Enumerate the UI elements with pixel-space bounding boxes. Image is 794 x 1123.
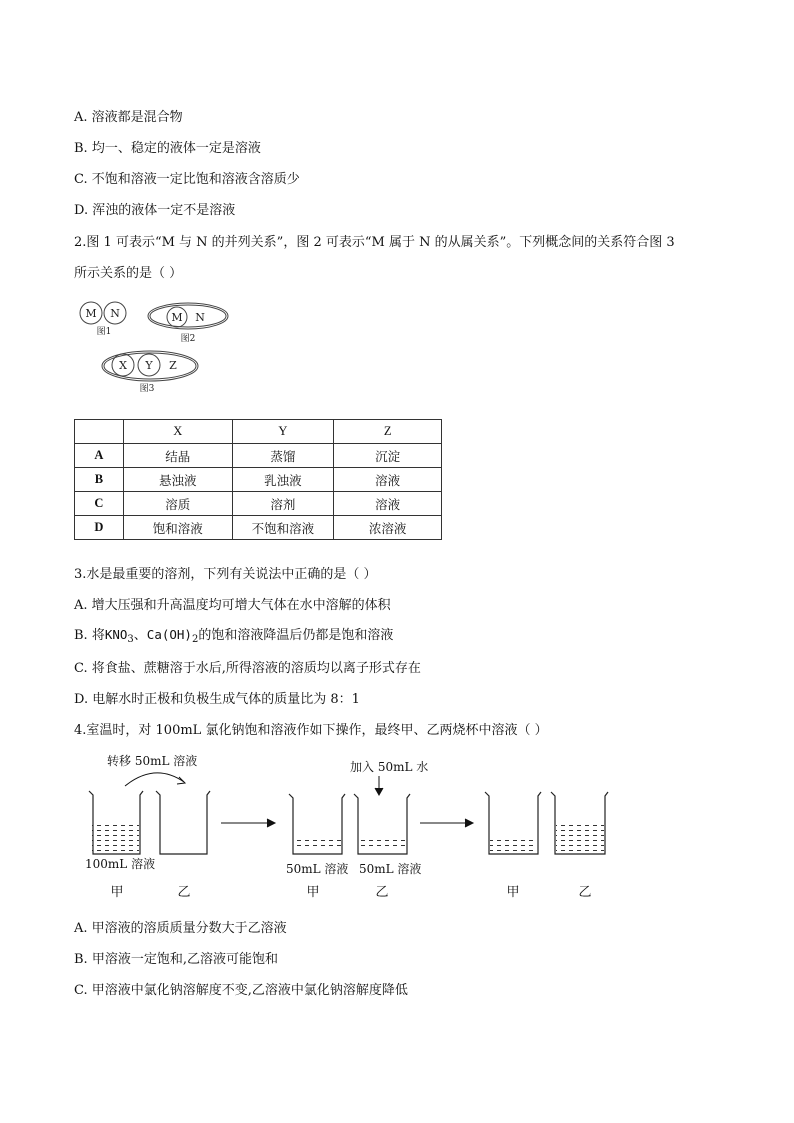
beaker-experiment-figure — [80, 748, 620, 903]
fig3-label-x: X — [119, 359, 127, 372]
formula-caoh2: Ca(OH) — [146, 627, 192, 642]
table-cell: 溶液 — [334, 468, 442, 492]
fig2-caption: 图2 — [180, 334, 196, 344]
q4-option-c: C. 甲溶液中氯化钠溶解度不变,乙溶液中氯化钠溶解度降低 — [74, 983, 408, 998]
beaker-yi-label-2: 乙 — [375, 885, 389, 900]
step-arrow-1-head — [267, 819, 275, 827]
q3-stem: 3.水是最重要的溶剂，下列有关说法中正确的是（ ） — [74, 567, 377, 582]
q3-option-d: D. 电解水时正极和负极生成气体的质量比为 8：1 — [74, 692, 360, 707]
beaker — [156, 791, 210, 854]
table-cell: C — [75, 492, 124, 516]
table-cell: 乳浊液 — [232, 468, 334, 492]
q2-stem-line1: 2.图 1 可表示“M 与 N 的并列关系”，图 2 可表示“M 属于 N 的从属关系”。下列概念间的关系符合图 3 — [74, 235, 675, 250]
beaker-jia-label-2: 甲 — [306, 885, 320, 900]
table-header-cell: Y — [232, 420, 334, 444]
beaker-yi-label-3: 乙 — [578, 885, 592, 900]
set-relation-figures — [74, 296, 244, 396]
vol50b-label: 50mL 溶液 — [359, 862, 422, 876]
table-row — [75, 492, 442, 516]
q4-stem: 4.室温时，对 100mL 氯化钠饱和溶液作如下操作，最终甲、乙两烧杯中溶液（ ） — [74, 723, 548, 738]
formula-subscript: 3 — [127, 634, 134, 645]
q1-option-c: C. 不饱和溶液一定比饱和溶液含溶质少 — [74, 172, 300, 187]
beaker-liquid — [92, 821, 139, 851]
beaker-jia-label: 甲 — [110, 885, 124, 900]
transfer-arrow — [125, 773, 184, 786]
beaker-liquid — [359, 838, 406, 850]
beaker-liquid — [294, 838, 341, 850]
fig1-caption: 图1 — [96, 327, 112, 337]
table-row — [75, 444, 442, 468]
table-header-cell: Z — [334, 420, 442, 444]
q4-option-b: B. 甲溶液一定饱和,乙溶液可能饱和 — [74, 952, 278, 967]
fig1-label-m: M — [85, 307, 97, 320]
fig2-label-n: N — [195, 311, 205, 324]
q2-options-table — [74, 419, 442, 540]
formula-subscript: 2 — [191, 634, 199, 645]
table-cell: 浓溶液 — [334, 516, 442, 540]
q4-option-a: A. 甲溶液的溶质质量分数大于乙溶液 — [74, 921, 287, 936]
table-row — [75, 468, 442, 492]
add-water-arrowhead — [375, 788, 383, 795]
table-cell: 饱和溶液 — [123, 516, 232, 540]
q3-option-c: C. 将食盐、蔗糖溶于水后,所得溶液的溶质均以离子形式存在 — [74, 661, 421, 676]
table-header-cell — [75, 420, 124, 444]
q3-option-a: A. 增大压强和升高温度均可增大气体在水中溶解的体积 — [74, 598, 391, 613]
beaker-jia-label-3: 甲 — [506, 885, 520, 900]
beaker-liquid — [556, 824, 604, 851]
q1-option-a: A. 溶液都是混合物 — [74, 110, 183, 125]
beaker-yi-label: 乙 — [177, 885, 191, 900]
table-row — [75, 516, 442, 540]
fig1-label-n: N — [110, 307, 120, 320]
fig3-caption: 图3 — [139, 384, 155, 394]
q3-option-b-suffix: 的饱和溶液降温后仍都是饱和溶液 — [198, 628, 394, 643]
transfer-label: 转移 50mL 溶液 — [107, 754, 198, 768]
q3-option-b — [74, 624, 393, 645]
q3-option-b-separator: 、 — [133, 628, 147, 643]
fig2-ellipse-n-inner — [150, 305, 226, 327]
fig2-ellipse-n — [148, 303, 228, 329]
beaker-liquid — [490, 836, 537, 851]
table-cell: 溶液 — [334, 492, 442, 516]
table-cell: 蒸馏 — [232, 444, 334, 468]
add-water-label: 加入 50mL 水 — [350, 760, 429, 774]
table-cell: D — [75, 516, 124, 540]
table-cell: 不饱和溶液 — [232, 516, 334, 540]
table-cell: 悬浊液 — [123, 468, 232, 492]
q1-option-b: B. 均一、稳定的液体一定是溶液 — [74, 141, 261, 156]
fig3-label-z: Z — [169, 359, 177, 372]
step-arrow-2-head — [465, 819, 473, 827]
table-cell: A — [75, 444, 124, 468]
formula-kno3: KNO — [104, 627, 128, 642]
table-cell: 结晶 — [123, 444, 232, 468]
q3-option-b-prefix: B. 将 — [74, 628, 105, 643]
q1-option-d: D. 浑浊的液体一定不是溶液 — [74, 203, 236, 218]
fig3-label-y: Y — [145, 359, 153, 372]
q2-stem-line2: 所示关系的是（ ） — [74, 266, 183, 281]
table-cell: 溶剂 — [232, 492, 334, 516]
table-cell: B — [75, 468, 124, 492]
vol100-label: 100mL 溶液 — [85, 857, 156, 871]
table-cell: 溶质 — [123, 492, 232, 516]
table-header-cell: X — [123, 420, 232, 444]
fig2-label-m: M — [171, 311, 183, 324]
vol50a-label: 50mL 溶液 — [286, 862, 349, 876]
table-header-row — [75, 420, 442, 444]
table-cell: 沉淀 — [334, 444, 442, 468]
